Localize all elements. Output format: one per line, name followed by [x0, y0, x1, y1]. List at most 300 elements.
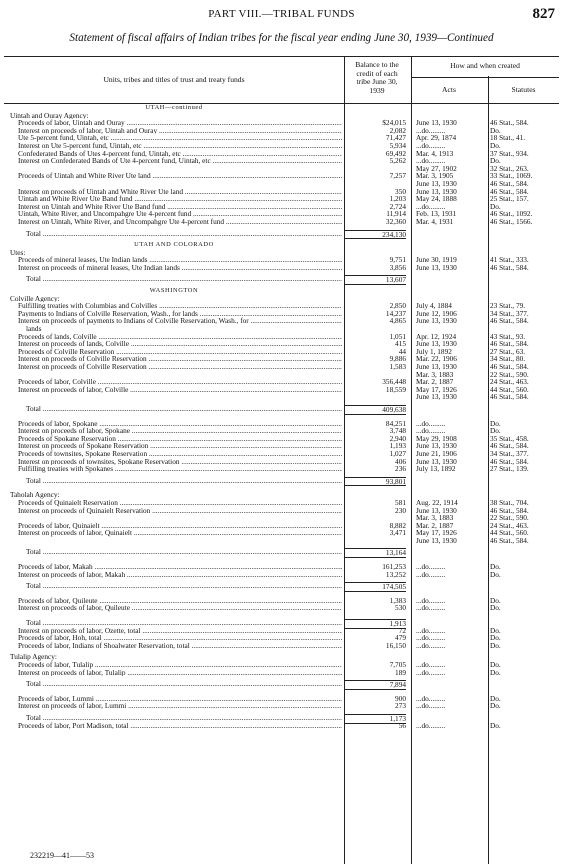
row-label: Proceeds of labor, Spokane ..... [18, 420, 342, 428]
row-label: Interest on proceeds of Spokane Reservation ..... [18, 442, 342, 450]
balance-value: 3,856 [389, 262, 406, 272]
balance-value: 11,914 [386, 209, 406, 219]
row-label: Proceeds of labor, Quinaielt ..... [18, 522, 342, 530]
row-label: Proceeds of Quinaielt Reservation ..... [18, 499, 342, 507]
row-label: Total ..... [26, 477, 342, 485]
act-date: June 21, 1906 [416, 448, 457, 458]
act-date: June 13, 1930 [416, 262, 457, 272]
statute-citation: 46 Stat., 584. [490, 186, 529, 196]
balance-value: 69,492 [385, 148, 406, 158]
group-heading-row [4, 249, 559, 257]
act-date: Apr. 29, 1874 [416, 133, 457, 143]
balance-header-line: 1939 [369, 85, 385, 95]
balance-value: 7,257 [389, 171, 406, 181]
column-header-how-when: How and when created [450, 61, 520, 70]
table-row [4, 702, 559, 710]
row-label: Total ..... [26, 582, 342, 590]
act-date: ...do......... [416, 720, 446, 730]
table-row [4, 363, 559, 371]
row-label: Total ..... [26, 405, 342, 413]
table-row [4, 695, 559, 703]
table-row [4, 210, 559, 218]
section-heading: WASHINGTON [149, 287, 199, 295]
statute-citation: Do. [490, 201, 501, 211]
statute-citation: 46 Stat., 584. [490, 392, 529, 402]
table-row [4, 386, 559, 394]
balance-value: 93,801 [344, 477, 406, 487]
table-row [4, 264, 559, 272]
statute-citation: 46 Stat., 1566. [490, 216, 533, 226]
table-row [4, 134, 559, 142]
balance-value: 18,559 [385, 384, 406, 394]
statute-citation: Do. [490, 693, 501, 703]
statute-citation: Do. [490, 562, 501, 572]
act-date: ...do......... [416, 640, 446, 650]
row-label: Interest on proceeds of Colville Reservation ..... [18, 363, 342, 371]
statute-citation: Do. [490, 603, 501, 613]
statute-citation: 22 Stat., 590. [490, 369, 529, 379]
balance-value: 9,751 [389, 255, 406, 265]
page-header [0, 6, 563, 24]
act-date: ...do......... [416, 660, 446, 669]
act-date: ...do......... [416, 667, 446, 677]
balance-value: 2,940 [389, 433, 406, 443]
row-label: Proceeds of lands, Colville ..... [18, 333, 342, 341]
table-row [4, 537, 559, 545]
total-row [4, 619, 559, 627]
balance-value: 9,886 [389, 354, 406, 364]
balance-value: 32,360 [385, 216, 406, 226]
group-heading-row [4, 653, 559, 661]
act-date: Mar. 3, 1883 [416, 369, 454, 379]
balance-value: 174,505 [344, 582, 406, 592]
table-row [4, 507, 559, 515]
act-date: ...do......... [416, 603, 446, 613]
statute-citation: 34 Stat., 377. [490, 448, 529, 458]
row-label: Interest on proceeds of labor, Uintah and Ouray ..... [18, 127, 342, 135]
act-date: June 13, 1930 [416, 118, 457, 128]
balance-value: 84,251 [385, 418, 406, 428]
table-row [4, 378, 559, 386]
row-label: Proceeds of labor, Makah ..... [18, 563, 342, 571]
statute-citation: 46 Stat., 584. [490, 339, 529, 349]
table-row [4, 627, 559, 635]
page-header-title: PART VIII.—TRIBAL FUNDS [208, 8, 355, 20]
balance-value: 350 [395, 186, 406, 196]
act-date: June 13, 1930 [416, 316, 457, 326]
table-row [4, 458, 559, 466]
statute-citation: Do. [490, 633, 501, 643]
act-date: June 13, 1930 [416, 178, 457, 188]
table-row [4, 597, 559, 605]
balance-value: 1,193 [389, 441, 406, 451]
header-divider [411, 77, 559, 78]
act-date: ...do......... [416, 569, 446, 579]
statute-citation: 44 Stat., 560. [490, 528, 529, 538]
total-row [4, 582, 559, 590]
act-date: ...do......... [416, 625, 446, 635]
act-date: ...do......... [416, 693, 446, 703]
table-row [4, 165, 559, 173]
row-label: Proceeds of townsites, Spokane Reservation ..... [18, 450, 342, 458]
table-row [4, 427, 559, 435]
balance-value: 2,082 [389, 125, 406, 135]
act-date: June 13, 1930 [416, 456, 457, 466]
row-spacer [4, 556, 559, 563]
statute-citation: 27 Stat., 139. [490, 464, 529, 474]
row-label: Interest on Uintah and White River Ute Band fund ..... [18, 203, 342, 211]
row-label: Proceeds of labor, Uintah and Ouray ..... [18, 119, 342, 127]
balance-value: 415 [395, 339, 406, 349]
row-label: Interest on proceeds of labor, Ozette, total ..... [18, 627, 342, 635]
row-label: Interest on proceeds of labor, Tulalip ..... [18, 669, 342, 677]
balance-value: 1,913 [344, 619, 406, 629]
statute-citation: 46 Stat., 584. [490, 118, 529, 128]
act-date: Mar. 3, 1883 [416, 513, 454, 523]
table-row [4, 333, 559, 341]
statute-citation: 22 Stat., 590. [490, 513, 529, 523]
act-date: Mar. 3, 1905 [416, 171, 454, 181]
total-row [4, 477, 559, 485]
act-date: June 13, 1930 [416, 186, 457, 196]
balance-value: 161,253 [382, 562, 406, 572]
statute-citation: 25 Stat., 157. [490, 194, 529, 204]
act-date: Apr. 12, 1924 [416, 331, 457, 341]
row-label: Interest on proceeds of labor, Colville ..... [18, 386, 342, 394]
row-label: Interest on proceeds of townsites, Spokane Reservation ..... [18, 458, 342, 466]
statute-citation: Do. [490, 140, 501, 150]
table-row [4, 218, 559, 226]
balance-value: 3,471 [389, 528, 406, 538]
statute-citation: 38 Stat., 704. [490, 497, 529, 507]
table-row [4, 157, 559, 165]
balance-value: 189 [395, 667, 406, 677]
act-date: July 4, 1884 [416, 301, 452, 311]
row-label: Interest on Confederated Bands of Ute 4-percent fund, Uintah, etc ..... [18, 157, 342, 165]
balance-value: 13,252 [385, 569, 406, 579]
act-date: Feb. 13, 1931 [416, 209, 457, 219]
row-label: Proceeds of labor, Port Madison, total ..... [18, 722, 342, 730]
balance-value: 16,150 [385, 640, 406, 650]
statute-citation: Do. [490, 125, 501, 135]
balance-value: 2,724 [389, 201, 406, 211]
balance-value: 7,894 [344, 680, 406, 690]
statute-citation: Do. [490, 418, 501, 428]
balance-value: 44 [398, 346, 406, 356]
act-date: May 24, 1888 [416, 194, 457, 204]
statute-citation: 46 Stat., 584. [490, 178, 529, 188]
row-label: Proceeds of Uintah and White River Ute land ..... [18, 172, 342, 180]
act-date: Mar. 2, 1887 [416, 377, 454, 387]
act-date: Mar. 4, 1913 [416, 148, 454, 158]
section-heading: UTAH—continued [145, 104, 203, 111]
balance-value: 3,748 [389, 426, 406, 436]
row-label: Confederated Bands of Utes 4-percent fund, Uintah, etc ..... [18, 150, 342, 158]
act-date: June 13, 1930 [416, 362, 457, 371]
statute-citation: 33 Stat., 1069. [490, 171, 533, 181]
table-row [4, 522, 559, 530]
balance-value: 1,027 [389, 448, 406, 458]
table-row [4, 310, 559, 318]
column-header-statutes: Statutes [511, 85, 536, 94]
table-row [4, 529, 559, 537]
row-spacer [4, 688, 559, 695]
balance-value: 13,607 [344, 275, 406, 285]
row-label: Proceeds of labor, Indians of Shoalwater Reservation, total ..... [18, 642, 342, 650]
table-row [4, 514, 559, 522]
balance-value: 1,203 [389, 194, 406, 204]
table-row [4, 180, 559, 188]
balance-value: 13,164 [344, 548, 406, 558]
act-date: ...do......... [416, 426, 446, 436]
act-date: July 13, 1892 [416, 464, 456, 474]
table-row [4, 142, 559, 150]
column-header-acts: Acts [442, 85, 456, 94]
act-date: ...do......... [416, 633, 446, 643]
table-row [4, 571, 559, 579]
statute-citation: 46 Stat., 584. [490, 316, 529, 326]
row-label: Interest on proceeds of payments to Indians of Colville Reservation, Wash., for ..... [18, 317, 342, 325]
total-row [4, 714, 559, 722]
balance-value: 5,934 [389, 140, 406, 150]
balance-value: 72 [398, 625, 406, 635]
act-date: ...do......... [416, 156, 446, 166]
balance-value: 71,427 [385, 133, 406, 143]
balance-value: 273 [395, 701, 406, 711]
act-date: ...do......... [416, 140, 446, 150]
table-row [4, 442, 559, 450]
column-headers [4, 56, 559, 104]
balance-value: 581 [395, 497, 406, 507]
row-label: Interest on proceeds of labor, Quileute ..... [18, 604, 342, 612]
group-heading-row [4, 491, 559, 499]
act-date: June 30, 1919 [416, 255, 457, 265]
act-date: June 13, 1930 [416, 441, 457, 451]
balance-value: 2,850 [389, 301, 406, 311]
balance-value: 236 [395, 464, 406, 474]
table-row [4, 393, 559, 401]
statute-citation: 27 Stat., 63. [490, 346, 526, 356]
row-label: Payments to Indians of Colville Reservation, Wash., for lands ..... [18, 310, 342, 318]
section-heading-row [4, 241, 559, 249]
act-date: June 13, 1930 [416, 392, 457, 402]
act-date: ...do......... [416, 418, 446, 428]
act-date: June 13, 1930 [416, 339, 457, 349]
statute-citation: Do. [490, 426, 501, 436]
total-row [4, 405, 559, 413]
group-heading: Tulalip Agency: [10, 653, 57, 661]
row-label: Interest on Ute 5-percent fund, Uintah, etc ..... [18, 142, 342, 150]
act-date: June 12, 1906 [416, 308, 457, 318]
row-label: Interest on proceeds of labor, Quinaielt ..... [18, 529, 342, 537]
table-body [4, 104, 559, 729]
statute-citation: 46 Stat., 584. [490, 362, 529, 371]
table-row [4, 661, 559, 669]
statute-citation: 24 Stat., 463. [490, 377, 529, 387]
balance-value: 230 [395, 505, 406, 515]
group-heading: Uintah and Ouray Agency: [10, 111, 89, 120]
table-row [4, 340, 559, 348]
act-date: ...do......... [416, 595, 446, 605]
row-label: Interest on proceeds of labor, Lummi ..... [18, 702, 342, 710]
row-label: Uintah and White River Ute Band fund ..... [18, 195, 342, 203]
row-label: Total ..... [26, 680, 342, 688]
row-label: Total ..... [26, 619, 342, 627]
act-date: Mar. 2, 1887 [416, 520, 454, 530]
total-row [4, 275, 559, 283]
balance-value: 530 [395, 603, 406, 613]
balance-header-line: Balance to the [355, 60, 399, 69]
row-label: Ute 5-percent fund, Uintah, etc ..... [18, 134, 342, 142]
table-row [4, 669, 559, 677]
total-row [4, 680, 559, 688]
table-row [4, 172, 559, 180]
row-label: Interest on proceeds of mineral leases, Ute Indian lands ..... [18, 264, 342, 272]
group-heading: Taholah Agency: [10, 491, 60, 499]
balance-value: 234,130 [344, 230, 406, 240]
row-label: Interest on proceeds of labor, Makah ..... [18, 571, 342, 579]
row-label: lands [26, 325, 42, 333]
balance-value: 1,383 [389, 595, 406, 605]
statute-citation: 37 Stat., 934. [490, 148, 529, 158]
statute-citation: 46 Stat., 584. [490, 262, 529, 272]
table-row [4, 348, 559, 356]
row-label: Total ..... [26, 714, 342, 722]
column-header-units: Units, tribes and titles of trust and treaty funds [103, 75, 245, 84]
group-heading: Colville Agency: [10, 294, 60, 303]
row-label: Interest on proceeds of lands, Colville ..... [18, 340, 342, 348]
table-row [4, 302, 559, 310]
row-label: Total ..... [26, 275, 342, 283]
balance-header-line: credit of each [356, 68, 398, 78]
balance-value: 56 [398, 720, 406, 730]
statute-citation: 46 Stat., 584. [490, 535, 529, 545]
section-heading-row [4, 104, 559, 112]
act-date: Aug. 22, 1914 [416, 497, 458, 507]
act-date: Mar. 4, 1931 [416, 216, 454, 226]
act-date: July 1, 1892 [416, 346, 452, 356]
row-label: Proceeds of Spokane Reservation ..... [18, 435, 342, 443]
table-row [4, 634, 559, 642]
section-heading-row [4, 287, 559, 295]
statute-citation: 32 Stat., 263. [490, 163, 529, 173]
balance-value: 4,865 [389, 316, 406, 326]
table-row [4, 317, 559, 325]
balance-value: 8,882 [389, 520, 406, 530]
act-date: May 27, 1902 [416, 163, 457, 173]
act-date: ...do......... [416, 125, 446, 135]
table-row [4, 188, 559, 196]
balance-value: 7,705 [389, 660, 406, 669]
statute-citation: 46 Stat., 584. [490, 456, 529, 466]
table-row [4, 604, 559, 612]
statute-citation: Do. [490, 595, 501, 605]
total-row [4, 548, 559, 556]
row-label: Interest on proceeds of Uintah and White River Ute land ..... [18, 188, 342, 196]
row-spacer [4, 612, 559, 619]
statute-citation: 35 Stat., 458. [490, 433, 529, 443]
row-label: Proceeds of labor, Lummi ..... [18, 695, 342, 703]
table-caption: Statement of fiscal affairs of Indian tribes for the fiscal year ending June 30, 1939—Continued [69, 32, 494, 44]
table-row [4, 722, 559, 730]
section-heading: UTAH AND COLORADO [134, 241, 214, 249]
total-row [4, 230, 559, 238]
row-label: Interest on Uintah, White River, and Uncompahgre Ute 4-percent fund ..... [18, 218, 342, 226]
statute-citation: Do. [490, 640, 501, 650]
table-row [4, 450, 559, 458]
act-date: Mar. 22, 1906 [416, 354, 457, 364]
table-row [4, 203, 559, 211]
page-number: 827 [532, 6, 555, 22]
statute-citation: 44 Stat., 560. [490, 384, 529, 394]
table-row [4, 465, 559, 473]
row-spacer [4, 413, 559, 420]
statute-citation: Do. [490, 667, 501, 677]
row-label: Proceeds of mineral leases, Ute Indian lands ..... [18, 256, 342, 264]
column-header-balance [344, 61, 410, 95]
act-date: ...do......... [416, 701, 446, 711]
statute-citation: Do. [490, 660, 501, 669]
balance-value: 356,448 [382, 377, 406, 387]
print-code: 232219—41——53 [30, 851, 94, 860]
statute-citation: 34 Stat., 377. [490, 308, 529, 318]
act-date: June 13, 1930 [416, 535, 457, 545]
statute-citation: Do. [490, 156, 501, 166]
act-date: May 29, 1908 [416, 433, 457, 443]
row-label: Interest on proceeds of Quinaielt Reservation ..... [18, 507, 342, 515]
row-label: Uintah, White River, and Uncompahgre Ute 4-percent fund ..... [18, 210, 342, 218]
statute-citation: 46 Stat., 584. [490, 441, 529, 451]
table-row [4, 642, 559, 650]
statute-citation: 41 Stat., 333. [490, 255, 529, 265]
table-row [4, 435, 559, 443]
table-row [4, 355, 559, 363]
balance-value: 409,638 [344, 405, 406, 415]
balance-value: 406 [395, 456, 406, 466]
group-heading-row [4, 295, 559, 303]
statute-citation: 24 Stat., 463. [490, 520, 529, 530]
row-label: Proceeds of labor, Colville ..... [18, 378, 342, 386]
balance-value: 479 [395, 633, 406, 643]
row-label: Fulfilling treaties with Spokanes ..... [18, 465, 342, 473]
balance-value: 14,237 [385, 308, 406, 318]
row-label: Proceeds of labor, Tulalip ..... [18, 661, 342, 669]
balance-value: 1,173 [344, 714, 406, 724]
act-date: June 13, 1930 [416, 505, 457, 515]
row-label: Proceeds of Colville Reservation ..... [18, 348, 342, 356]
row-label: Total ..... [26, 548, 342, 556]
table-row [4, 371, 559, 379]
row-label: Interest on proceeds of Colville Reservation ..... [18, 355, 342, 363]
act-date: ...do......... [416, 562, 446, 572]
table-row [4, 256, 559, 264]
table-row [4, 563, 559, 571]
statute-citation: 23 Stat., 79. [490, 301, 526, 311]
row-label: Total ..... [26, 230, 342, 238]
statute-citation: 43 Stat., 93. [490, 331, 526, 341]
balance-value: 900 [395, 693, 406, 703]
balance-header-line: tribe June 30, [356, 77, 398, 86]
row-label: Proceeds of labor, Quileute ..... [18, 597, 342, 605]
row-label: Proceeds of labor, Hoh, total ..... [18, 634, 342, 642]
row-label: Interest on proceeds of labor, Spokane ..... [18, 427, 342, 435]
balance-value: $24,015 [382, 118, 406, 128]
table-row [4, 195, 559, 203]
table-row [4, 499, 559, 507]
balance-value: 5,262 [389, 156, 406, 166]
group-heading: Utes: [10, 248, 26, 257]
row-spacer [4, 590, 559, 597]
